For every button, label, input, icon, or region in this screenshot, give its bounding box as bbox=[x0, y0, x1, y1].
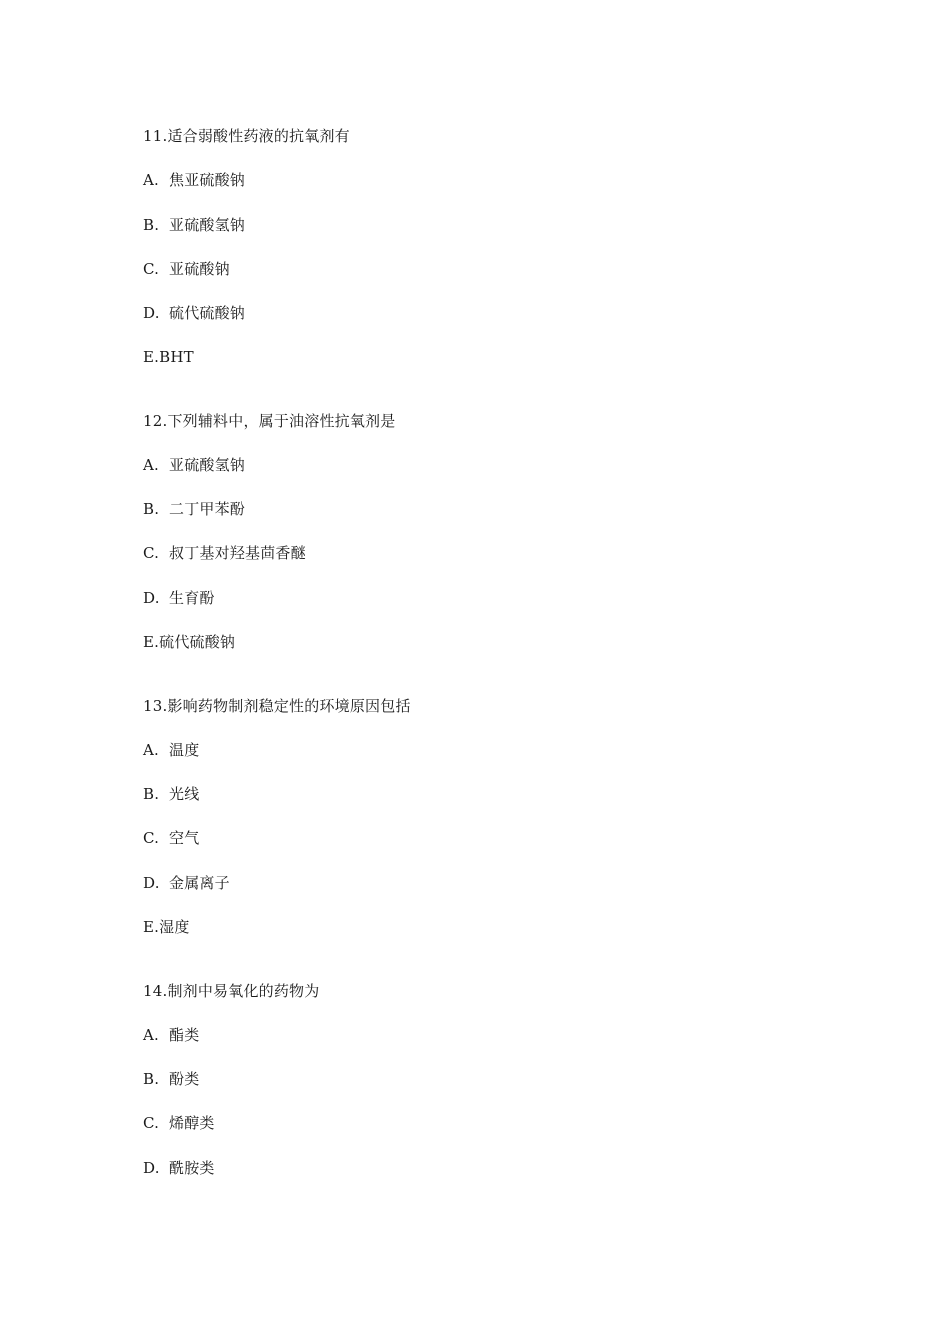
option-letter: C. bbox=[143, 829, 160, 847]
option-letter: E. bbox=[143, 918, 160, 936]
question-14-option-a bbox=[143, 1025, 199, 1045]
question-13-option-a bbox=[143, 740, 199, 760]
question-11-option-d bbox=[143, 303, 245, 323]
question-13-option-b bbox=[143, 784, 199, 804]
question-11-option-e bbox=[143, 347, 194, 367]
option-letter: A. bbox=[143, 171, 160, 189]
option-letter: D. bbox=[143, 304, 160, 322]
option-text: 叔丁基对羟基茴香醚 bbox=[169, 544, 306, 562]
option-text: 温度 bbox=[169, 741, 200, 759]
option-letter: E. bbox=[143, 633, 160, 651]
question-11-option-a bbox=[143, 170, 245, 190]
option-text: 亚硫酸氢钠 bbox=[169, 456, 246, 474]
option-letter: C. bbox=[143, 260, 160, 278]
option-letter: B. bbox=[143, 500, 160, 518]
question-13-option-c bbox=[143, 828, 199, 848]
option-text: 湿度 bbox=[159, 918, 190, 936]
option-letter: D. bbox=[143, 1159, 160, 1177]
option-letter: E. bbox=[143, 348, 160, 366]
question-13-option-d bbox=[143, 873, 230, 893]
question-14-option-c bbox=[143, 1113, 215, 1133]
option-text: 烯醇类 bbox=[169, 1114, 215, 1132]
option-text: 亚硫酸钠 bbox=[169, 260, 230, 278]
option-letter: B. bbox=[143, 216, 160, 234]
option-letter: C. bbox=[143, 544, 160, 562]
option-text: 酚类 bbox=[169, 1070, 200, 1088]
question-13-stem: 13.影响药物制剂稳定性的环境原因包括 bbox=[143, 697, 411, 715]
option-letter: A. bbox=[143, 456, 160, 474]
option-text: 光线 bbox=[169, 785, 200, 803]
option-text: 生育酚 bbox=[169, 589, 215, 607]
option-text: 酰胺类 bbox=[169, 1159, 215, 1177]
option-text: 金属离子 bbox=[169, 874, 230, 892]
option-text: 亚硫酸氢钠 bbox=[169, 216, 246, 234]
option-text: 空气 bbox=[169, 829, 200, 847]
question-12-option-c bbox=[143, 543, 306, 563]
question-12-option-a bbox=[143, 455, 245, 475]
option-letter: A. bbox=[143, 741, 160, 759]
question-12-stem: 12.下列辅料中，属于油溶性抗氧剂是 bbox=[143, 412, 396, 430]
question-13-option-e bbox=[143, 917, 190, 937]
option-letter: C. bbox=[143, 1114, 160, 1132]
question-14-stem: 14.制剂中易氧化的药物为 bbox=[143, 982, 320, 1000]
question-14-option-d bbox=[143, 1158, 215, 1178]
option-letter: D. bbox=[143, 589, 160, 607]
option-letter: B. bbox=[143, 1070, 160, 1088]
option-text: 焦亚硫酸钠 bbox=[169, 171, 246, 189]
question-12-option-b bbox=[143, 499, 245, 519]
option-letter: A. bbox=[143, 1026, 160, 1044]
question-12-option-e bbox=[143, 632, 235, 652]
question-11-option-b bbox=[143, 215, 245, 235]
question-11-stem: 11.适合弱酸性药液的抗氧剂有 bbox=[143, 127, 350, 145]
question-14-option-b bbox=[143, 1069, 199, 1089]
option-letter: B. bbox=[143, 785, 160, 803]
option-text: 硫代硫酸钠 bbox=[169, 304, 246, 322]
option-text: 二丁甲苯酚 bbox=[169, 500, 246, 518]
question-11-option-c bbox=[143, 259, 230, 279]
option-text: 酯类 bbox=[169, 1026, 200, 1044]
option-letter: D. bbox=[143, 874, 160, 892]
question-12-option-d bbox=[143, 588, 215, 608]
option-text: BHT bbox=[159, 348, 194, 366]
option-text: 硫代硫酸钠 bbox=[159, 633, 236, 651]
